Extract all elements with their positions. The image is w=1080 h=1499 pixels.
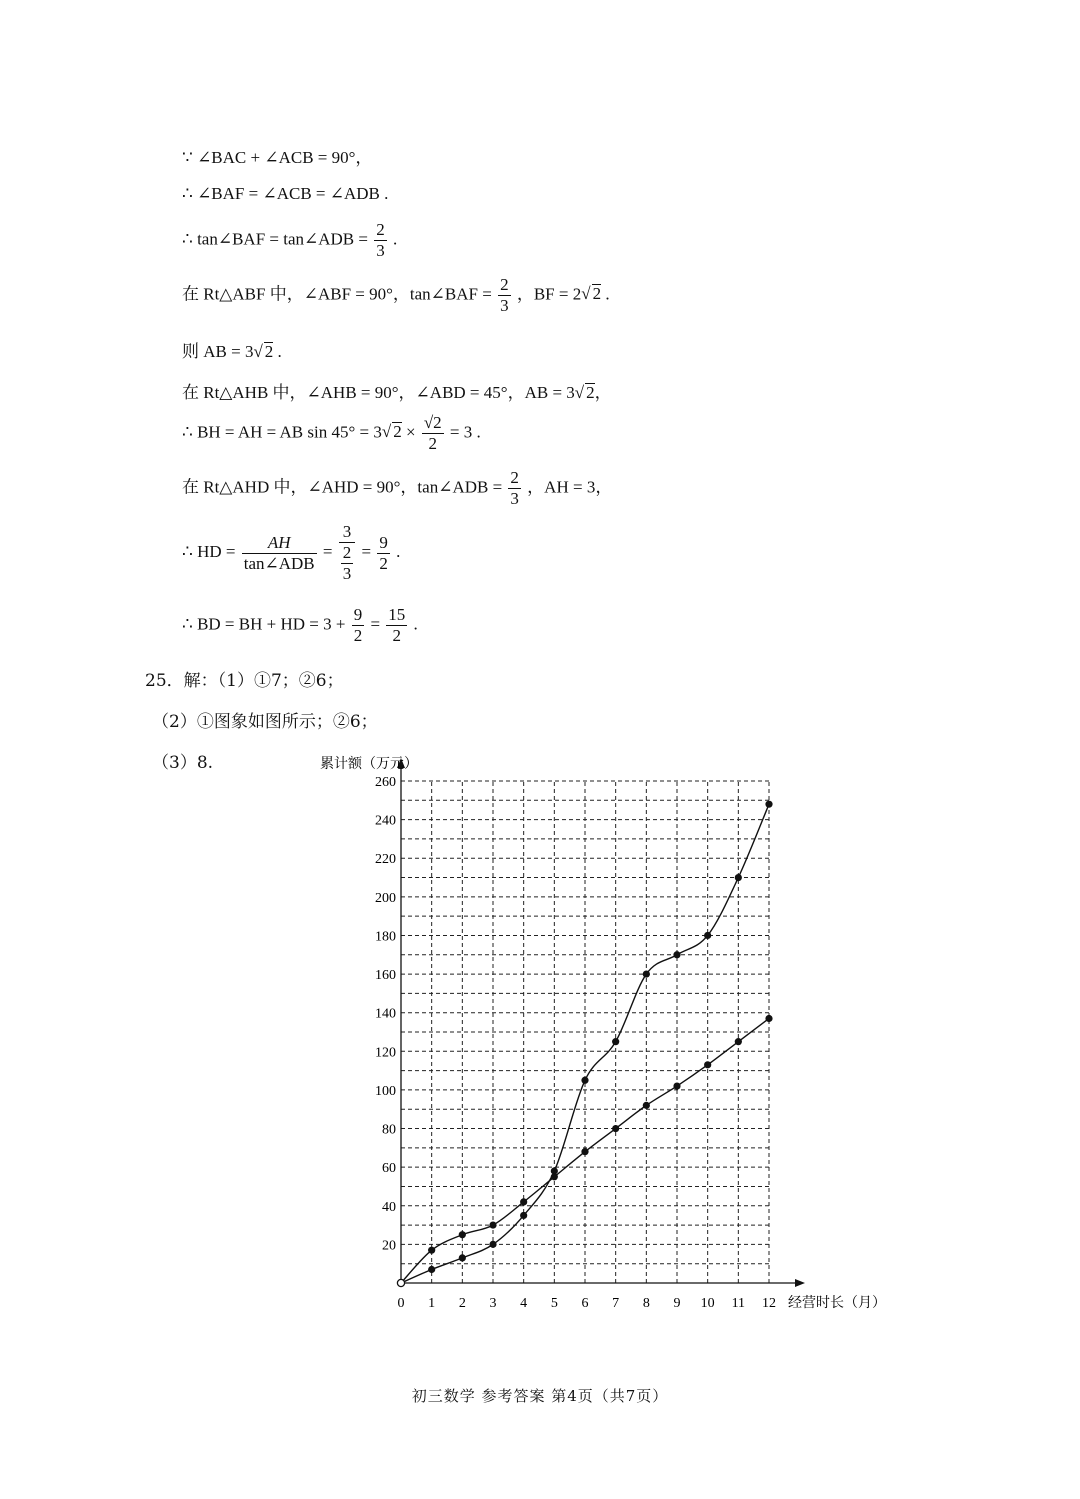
fraction [377, 533, 390, 574]
data-point [735, 874, 742, 881]
sqrt: √ 2 [381, 422, 402, 442]
fraction [242, 533, 317, 574]
x-tick-label: 2 [458, 1296, 466, 1311]
fraction [386, 605, 407, 646]
fraction-numerator: √2 [423, 413, 442, 432]
x-tick-label: 10 [700, 1296, 715, 1311]
data-point [428, 1266, 435, 1273]
y-tick-label: 60 [382, 1161, 396, 1177]
sqrt: √ 2 [574, 383, 595, 402]
x-tick-label: 9 [673, 1296, 681, 1311]
sqrt: √ 2 [581, 284, 602, 304]
solution-text: . [392, 229, 398, 249]
solution-line-10 [182, 605, 418, 646]
data-point [581, 1148, 588, 1155]
x-tick-label: 5 [550, 1296, 558, 1311]
answer-part3: （3）8. [152, 753, 214, 773]
solution-text: ，AH = 3， [527, 477, 613, 497]
chart-grid [401, 781, 769, 1283]
sqrt-radicand: 2 [393, 422, 402, 442]
data-point [765, 1015, 772, 1022]
y-tick-label: 40 [382, 1199, 396, 1215]
solution-text: ∴ BH = AH = AB sin 45° = 3 [182, 422, 382, 442]
y-tick-label: 120 [375, 1045, 396, 1061]
solution-line-8 [182, 468, 612, 509]
solution-text: ∴ ∠BAF = ∠ACB = ∠ADB . [182, 184, 389, 203]
fraction-denominator: 2 [379, 553, 388, 573]
fraction-denominator: 3 [342, 564, 352, 583]
y-tick-label: 80 [382, 1122, 396, 1138]
fraction-numerator: 2 [500, 275, 509, 294]
solution-line-6 [182, 378, 612, 403]
data-point [704, 1061, 711, 1068]
solution-text: ∴ BD = BH + HD = 3 + [182, 614, 346, 634]
solution-text: 在 Rt△AHB 中，∠AHB = 90°，∠ABD = 45°，AB = 3 [182, 383, 575, 402]
solution-text: ， [594, 383, 612, 402]
origin-label: 0 [397, 1296, 405, 1311]
answer-q25: 25．解：（1）①7；②6； [145, 671, 344, 691]
x-tick-label: 1 [428, 1296, 436, 1311]
data-point [459, 1254, 466, 1261]
data-point [643, 970, 650, 977]
y-tick-label: 260 [375, 775, 396, 790]
solution-line-7 [182, 413, 481, 454]
x-tick-label: 4 [520, 1296, 528, 1311]
fraction [352, 605, 365, 646]
data-point [673, 1082, 680, 1089]
answer-part2: （2）①图象如图所示；②6； [152, 712, 378, 732]
y-tick-label: 180 [375, 929, 396, 945]
solution-text: = [322, 541, 333, 561]
sqrt-radicand: 2 [264, 342, 274, 361]
fraction [498, 275, 511, 316]
data-point [489, 1241, 496, 1248]
data-point [520, 1198, 527, 1205]
fraction-numerator: 2 [342, 543, 352, 562]
y-tick-label: 20 [382, 1238, 396, 1254]
fraction-numerator: 2 [376, 220, 385, 239]
solution-text: ∴ HD = [182, 541, 236, 561]
sqrt-radicand: 2 [592, 284, 602, 304]
chart-ticks [375, 775, 776, 1311]
solution-line-1 [182, 143, 372, 168]
sqrt-radicand: 2 [586, 383, 595, 402]
solution-text: ，BF = 2 [516, 284, 582, 304]
solution-text: 则 AB = 3 [182, 342, 254, 361]
data-point [551, 1173, 558, 1180]
x-tick-label: 7 [612, 1296, 620, 1311]
cumulative-line-chart [300, 750, 920, 1320]
solution-text: = [370, 614, 381, 634]
fraction-denominator: tan∠ADB [243, 553, 315, 573]
x-tick-label: 6 [581, 1296, 589, 1311]
fraction-numerator: 3 [339, 522, 356, 543]
solution-line-3 [182, 220, 397, 261]
solution-text: 在 Rt△AHD 中，∠AHD = 90°，tan∠ADB = [182, 477, 503, 497]
x-tick-label: 8 [642, 1296, 650, 1311]
data-point [735, 1038, 742, 1045]
solution-text: 在 Rt△ABF 中，∠ABF = 90°，tan∠BAF = [182, 284, 492, 304]
solution-line-2 [182, 184, 388, 204]
data-point [612, 1125, 619, 1132]
fraction-numerator: 9 [353, 605, 363, 624]
solution-text: ∴ tan∠BAF = tan∠ADB = [182, 229, 368, 249]
y-tick-label: 240 [375, 813, 396, 829]
origin-point [397, 1279, 404, 1286]
chart-axes [397, 758, 805, 1287]
y-tick-label: 220 [375, 852, 396, 868]
fraction [374, 220, 387, 261]
data-point [520, 1212, 527, 1219]
data-point [765, 801, 772, 808]
solution-text: × [405, 422, 416, 442]
data-point [673, 951, 680, 958]
solution-text: . [277, 342, 282, 361]
fraction-numerator: 2 [510, 468, 519, 487]
fraction-numerator: 9 [379, 532, 388, 552]
y-tick-label: 140 [375, 1006, 396, 1022]
page-footer: 初三数学 参考答案 第4页（共7页） [411, 1387, 669, 1405]
solution-text: ∵ ∠BAC + ∠ACB = 90°， [182, 148, 373, 167]
fraction [508, 468, 521, 509]
x-axis-arrow [795, 1279, 805, 1287]
solution-line-5 [182, 337, 282, 362]
y-axis-label: 累计额（万元） [320, 756, 418, 772]
data-point [612, 1038, 619, 1045]
data-point [704, 932, 711, 939]
solution-line-4 [182, 275, 610, 316]
fraction-denominator: 3 [376, 241, 385, 260]
fraction-numerator: 15 [388, 605, 406, 624]
y-tick-label: 160 [375, 968, 396, 984]
fraction-denominator: 3 [510, 489, 519, 508]
data-point [643, 1102, 650, 1109]
solution-line-9 [182, 522, 400, 584]
fraction-denominator: 2 [428, 434, 437, 453]
fraction-numerator: AH [242, 533, 317, 554]
inner-fraction [341, 543, 354, 584]
x-axis-label: 经营时长（月） [788, 1295, 886, 1311]
y-tick-label: 200 [375, 890, 396, 906]
data-point [428, 1247, 435, 1254]
data-point [489, 1221, 496, 1228]
sqrt: √ 2 [253, 342, 274, 361]
fraction [422, 413, 444, 454]
solution-text: . [605, 284, 610, 304]
solution-text: = [361, 541, 372, 561]
y-tick-label: 100 [375, 1083, 396, 1099]
x-tick-label: 12 [762, 1296, 776, 1311]
fraction-denominator: 2 [353, 626, 363, 645]
fraction-denominator: 2 [392, 626, 402, 645]
data-point [581, 1077, 588, 1084]
fraction-denominator [339, 543, 356, 584]
x-tick-label: 11 [731, 1296, 746, 1311]
fraction-denominator: 3 [500, 296, 509, 315]
complex-fraction [339, 522, 356, 584]
solution-text: . [396, 541, 401, 561]
x-tick-label: 3 [489, 1296, 497, 1311]
solution-text: = 3 . [449, 422, 481, 442]
data-point [459, 1231, 466, 1238]
solution-text: . [413, 614, 418, 634]
